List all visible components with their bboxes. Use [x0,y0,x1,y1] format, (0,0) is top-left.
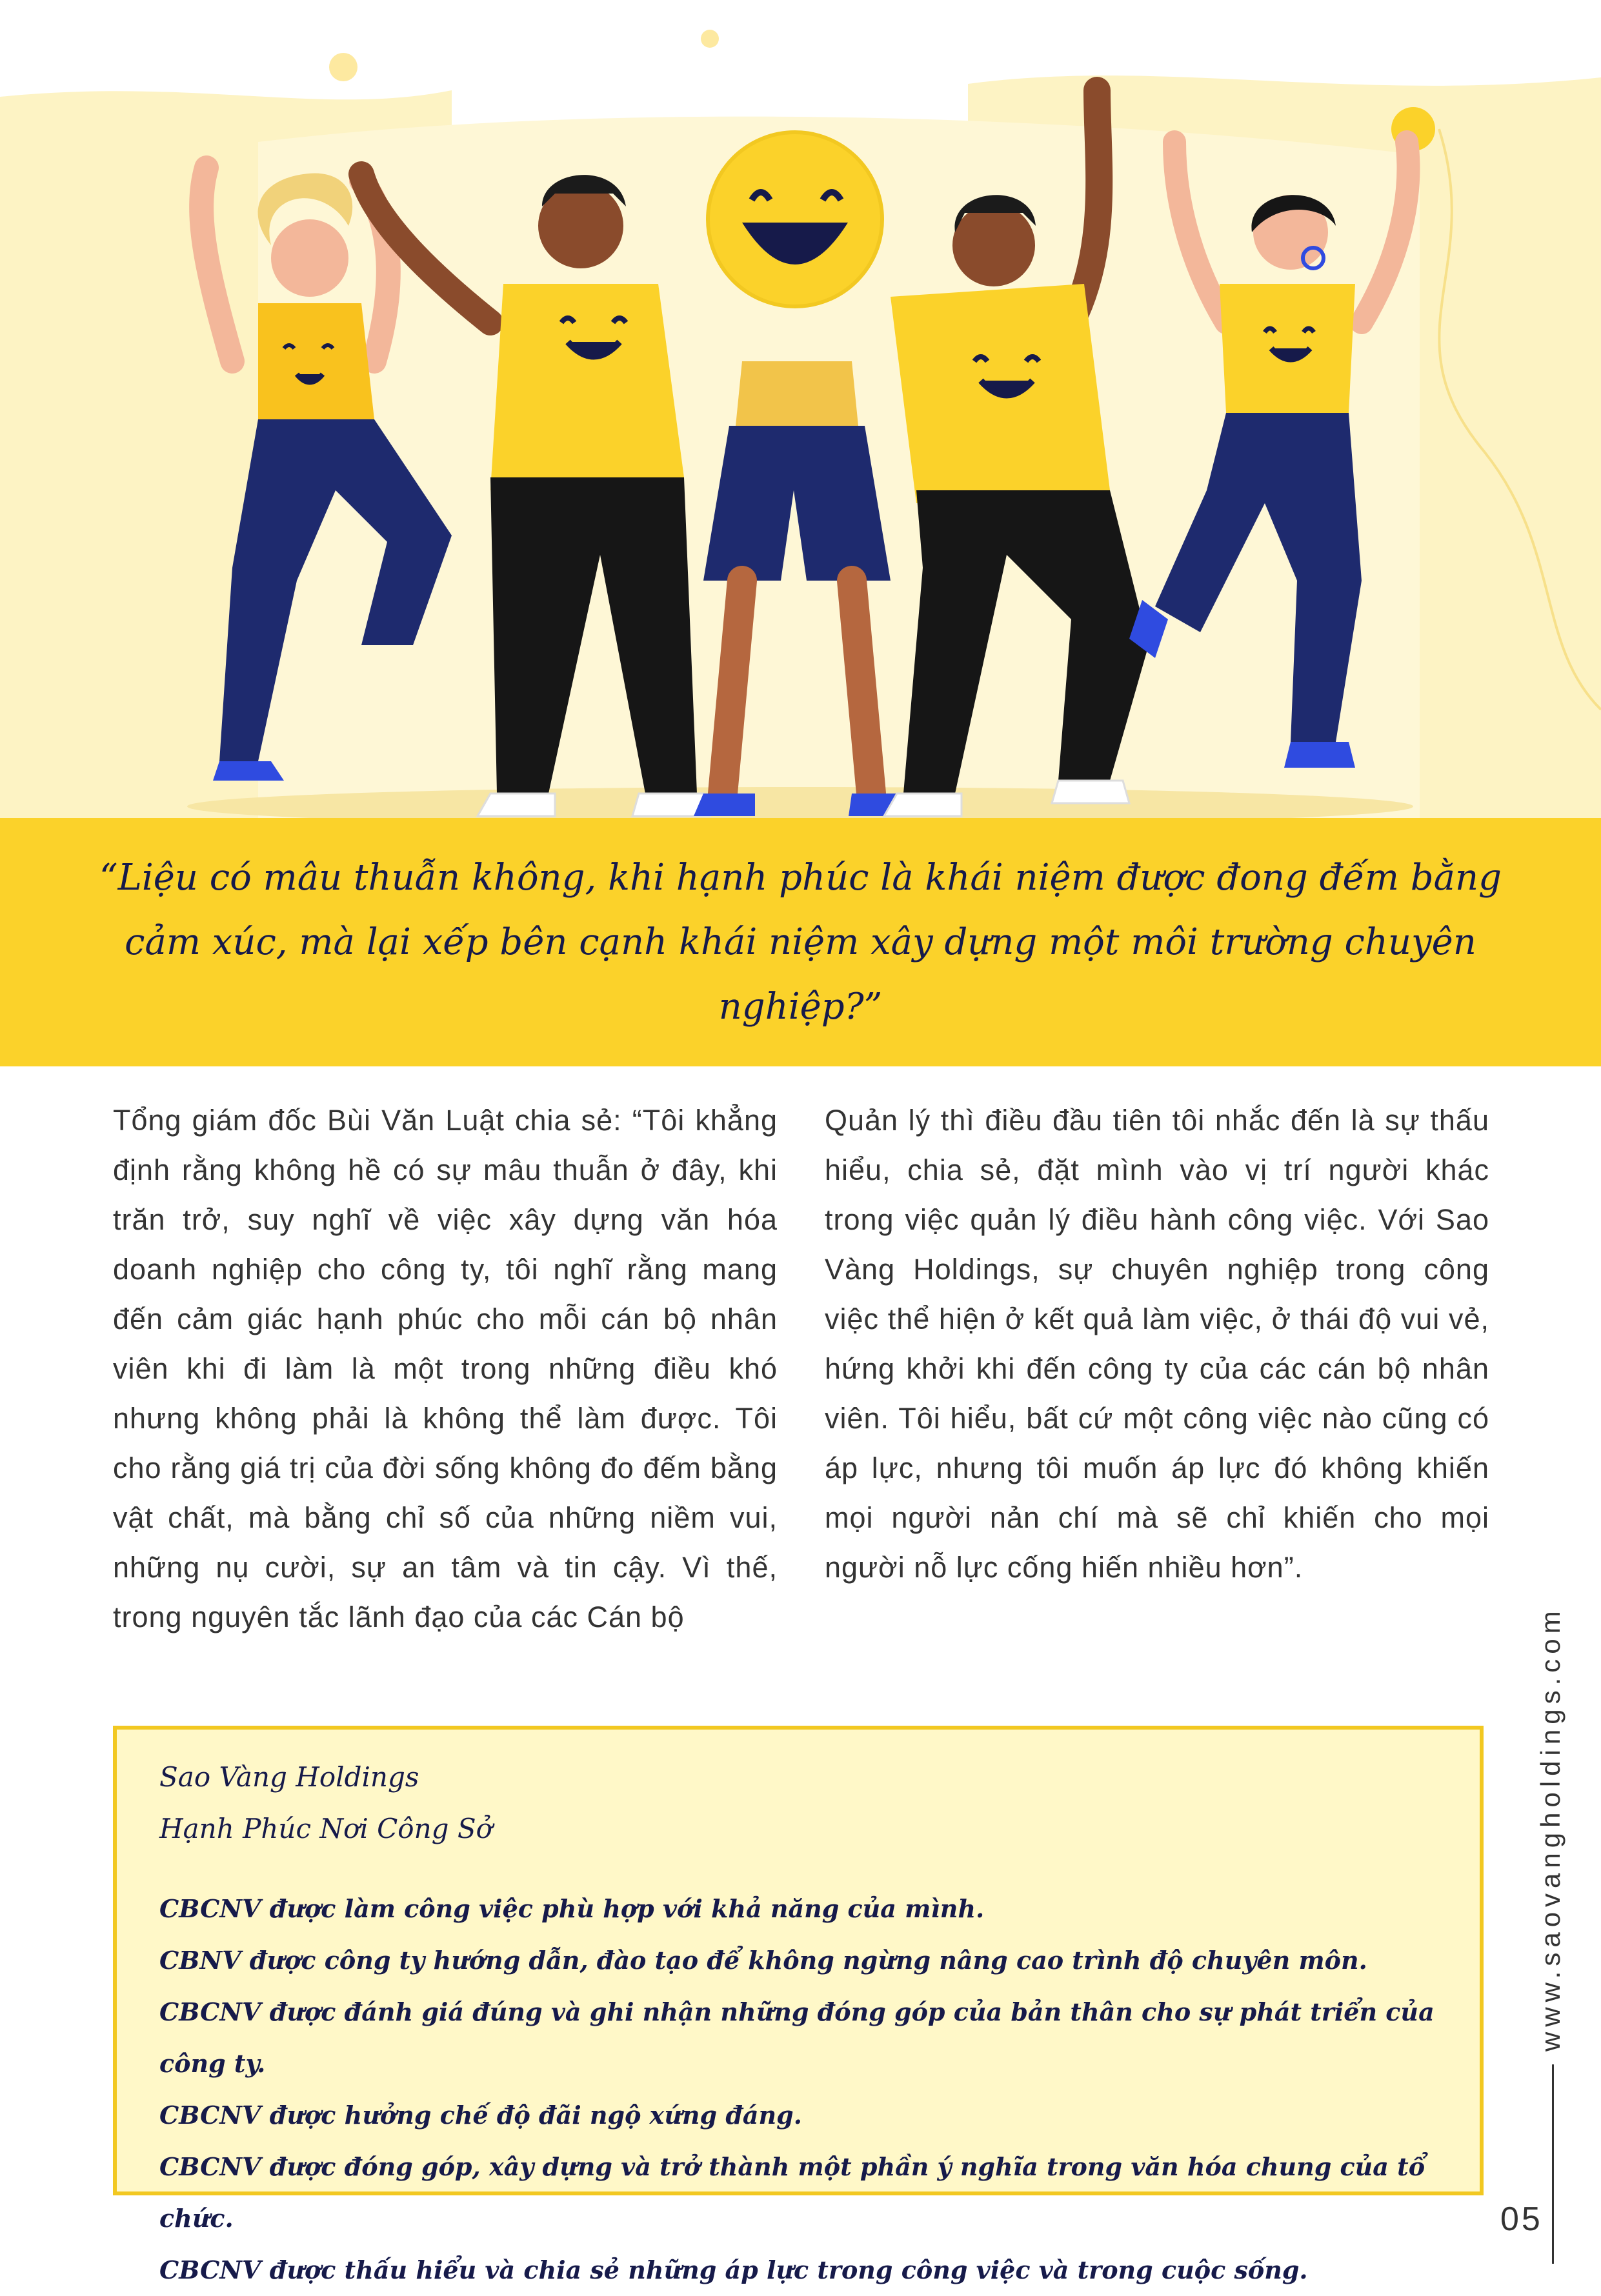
box-list [159,1883,1437,2296]
box-list-item: CBCNV được làm công việc phù hợp với khả năng của mình. [159,1894,985,1923]
illustration-people [0,0,1601,823]
pull-quote: “Liệu có mâu thuẫn không, khi hạnh phúc là khái niệm được đong đếm bằng cảm xúc, mà lại xếp bên cạnh khái niệm xây dựng một môi trường chuyên nghiệp?” [99,856,1502,1028]
footer-divider [1552,2064,1554,2264]
box-subtitle: Hạnh Phúc Nơi Công Sở [159,1813,492,1844]
box-company-name: Sao Vàng Holdings [159,1761,419,1793]
quote-band [0,818,1601,1066]
box-list-item: CBNV được công ty hướng dẫn, đào tạo để không ngừng nâng cao trình độ chuyên môn. CBCNV được đánh giá đúng và ghi nhận những đóng góp của bản thân cho sự phát triển của công ty. [159,1946,1435,2078]
page-number: 05 [1500,2201,1543,2238]
highlight-box [113,1726,1484,2284]
box-list-item: CBCNV được hưởng chế độ đãi ngộ xứng đáng. [159,2101,802,2130]
box-list-item: CBCNV được đóng góp, xây dựng và trở thành một phần ý nghĩa trong văn hóa chung của tổ chức. [159,2152,1425,2233]
box-list-item: CBCNV được thấu hiểu và chia sẻ những áp lực trong công việc và trong cuộc sống. [159,2255,1308,2284]
website-url: www.saovangholdings.com [1535,1606,1566,2051]
article-column-left: Tổng giám đốc Bùi Văn Luật chia sẻ: “Tôi khẳng định rằng không hề có sự mâu thuẫn ở đây, khi trăn trở, suy nghĩ về việc xây dựng văn hóa doanh nghiệp cho công ty, tôi nghĩ rằng mang đến cảm giác hạnh phúc cho mỗi cán bộ nhân viên khi đi làm là một trong những điều khó nhưng không phải là không thể làm được. Tôi cho rằng giá trị của đời sống không đo đếm bằng vật chất, mà bằng chỉ số của những niềm vui, những nụ cười, sự an tâm và tin cậy. Vì thế, trong nguyên tắc lãnh đạo của các Cán bộ [113,1104,778,1633]
article-column-right: Quản lý thì điều đầu tiên tôi nhắc đến là sự thấu hiểu, chia sẻ, đặt mình vào vị trí người khác trong việc quản lý điều hành công việc. Với Sao Vàng Holdings, sự chuyên nghiệp trong công việc thể hiện ở kết quả làm việc, ở thái độ vui vẻ, hứng khởi khi đến công ty của các cán bộ nhân viên. Tôi hiểu, bất cứ một công việc nào cũng có áp lực, nhưng tôi muốn áp lực đó không khiến mọi người nản chí mà sẽ chỉ khiến cho mọi người nỗ lực cống hiến nhiều hơn”. [825,1104,1489,1584]
